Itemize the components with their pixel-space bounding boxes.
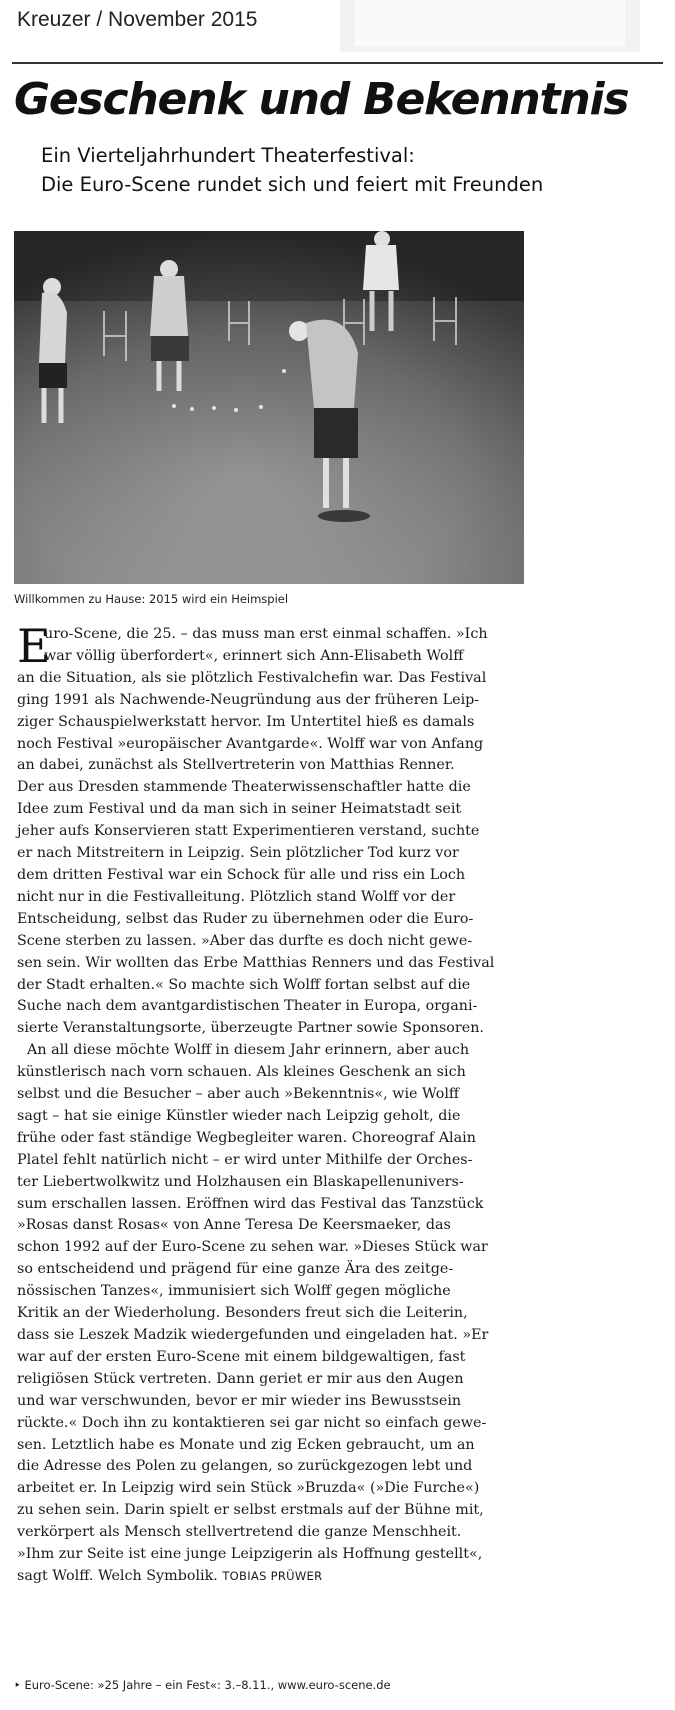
body-line: ter Liebertwolkwitz und Holzhausen ein Blaskapellenunivers- xyxy=(17,1173,464,1190)
body-line: war auf der ersten Euro-Scene mit einem bildgewaltigen, fast xyxy=(17,1348,466,1365)
stage-photo xyxy=(14,231,524,584)
body-line: »Rosas danst Rosas« von Anne Teresa De Keersmaeker, das xyxy=(17,1217,451,1234)
body-line: Idee zum Festival und da man sich in seiner Heimatstadt seit xyxy=(17,801,462,818)
body-line: religiösen Stück vertreten. Dann geriet er mir aus den Augen xyxy=(17,1370,464,1387)
body-line: jeher aufs Konservieren statt Experimentieren verstand, suchte xyxy=(17,823,480,840)
body-line: sen. Letztlich habe es Monate und zig Ecken gebraucht, um an xyxy=(17,1436,475,1453)
subhead-line-2: Die Euro-Scene rundet sich und feiert mit Freunden xyxy=(41,173,544,196)
body-line: noch Festival »europäischer Avantgarde«. Wolff war von Anfang xyxy=(17,735,484,752)
body-line: so entscheidend und prägend für eine ganze Ära des zeitge- xyxy=(17,1261,454,1278)
body-line: An all diese möchte Wolff in diesem Jahr erinnern, aber auch xyxy=(27,1042,470,1059)
body-line: an dabei, zunächst als Stellvertreterin von Matthias Renner. xyxy=(17,757,455,774)
body-line: rückte.« Doch ihn zu kontaktieren sei gar nicht so einfach gewe- xyxy=(17,1414,487,1431)
body-line: Der aus Dresden stammende Theaterwissenschaftler hatte die xyxy=(17,779,471,796)
body-line: sierte Veranstaltungsorte, überzeugte Partner sowie Sponsoren. xyxy=(17,1020,484,1037)
body-line: sen sein. Wir wollten das Erbe Matthias Renners und das Festival xyxy=(17,954,495,971)
body-line: »Ihm zur Seite ist eine junge Leipzigerin als Hoffnung gestellt«, xyxy=(17,1546,483,1563)
body-line: Entscheidung, selbst das Ruder zu übernehmen oder die Euro- xyxy=(17,910,474,927)
body-line: uro-Scene, die 25. – das muss man erst einmal schaffen. »Ich xyxy=(44,626,488,642)
body-line: dass sie Leszek Madzik wiedergefunden und eingeladen hat. »Er xyxy=(17,1327,489,1343)
body-line: nicht nur in die Festivalleitung. Plötzlich stand Wolff vor der xyxy=(17,888,456,905)
article-body xyxy=(17,619,525,1588)
scan-header-shade-inner xyxy=(355,0,625,46)
footnote-text: Euro-Scene: »25 Jahre – ein Fest«: 3.–8.11., www.euro-scene.de xyxy=(24,1678,391,1692)
body-line: Scene sterben zu lassen. »Aber das durfte es doch nicht gewe- xyxy=(17,932,473,949)
body-line: an die Situation, als sie plötzlich Festivalchefin war. Das Festival xyxy=(17,669,487,686)
body-line: zu sehen sein. Darin spielt er selbst erstmals auf der Bühne mit, xyxy=(17,1502,484,1519)
body-line: selbst und die Besucher – aber auch »Bekenntnis«, wie Wolff xyxy=(17,1086,460,1103)
body-line: Kritik an der Wiederholung. Besonders freut sich die Leiterin, xyxy=(17,1305,468,1322)
body-line-last xyxy=(17,1566,525,1588)
subhead-line-1: Ein Vierteljahrhundert Theaterfestival: xyxy=(41,144,415,167)
body-line: nössischen Tanzes«, immunisiert sich Wolff gegen mögliche xyxy=(17,1283,451,1300)
body-line: Platel fehlt natürlich nicht – er wird unter Mithilfe der Orches- xyxy=(17,1151,473,1168)
headline: Geschenk und Bekenntnis xyxy=(14,74,629,125)
body-line: war völlig überfordert«, erinnert sich Ann-Elisabeth Wolff xyxy=(44,647,464,664)
publication-source: Kreuzer / November 2015 xyxy=(17,8,258,31)
body-line: ging 1991 als Nachwende-Neugründung aus der früheren Leip- xyxy=(17,691,480,708)
body-line: verkörpert als Mensch stellvertretend die ganze Menschheit. xyxy=(17,1524,462,1541)
body-line: die Adresse des Polen zu gelangen, so zurückgezogen lebt und xyxy=(17,1458,473,1475)
body-line: schon 1992 auf der Euro-Scene zu sehen war. »Dieses Stück war xyxy=(17,1239,488,1256)
body-line: sum erschallen lassen. Eröffnen wird das Festival das Tanzstück xyxy=(17,1195,484,1212)
event-footnote xyxy=(14,1678,391,1692)
photo-caption: Willkommen zu Hause: 2015 wird ein Heimspiel xyxy=(14,592,289,606)
author-byline: TOBIAS PRÜWER xyxy=(222,1568,323,1583)
body-line: Suche nach dem avantgardistischen Theater in Europa, organi- xyxy=(17,998,478,1015)
top-rule xyxy=(12,62,663,64)
stage-light xyxy=(14,231,524,584)
body-line: und war verschwunden, bevor er mir wieder ins Bewusstsein xyxy=(17,1392,462,1409)
body-line: sagt Wolff. Welch Symbolik. xyxy=(17,1567,218,1584)
body-line: arbeitet er. In Leipzig wird sein Stück »Bruzda« (»Die Furche«) xyxy=(17,1480,480,1497)
drop-cap: E xyxy=(17,619,51,673)
body-line: dem dritten Festival war ein Schock für alle und riss ein Loch xyxy=(17,866,466,883)
body-line: der Stadt erhalten.« So machte sich Wolff fortan selbst auf die xyxy=(17,976,471,993)
triangle-bullet-icon: ‣ xyxy=(14,1678,25,1692)
body-line: ziger Schauspielwerkstatt hervor. Im Untertitel hieß es damals xyxy=(17,713,475,730)
body-line: er nach Mitstreitern in Leipzig. Sein plötzlicher Tod kurz vor xyxy=(17,845,459,862)
body-line: sagt – hat sie einige Künstler wieder nach Leipzig geholt, die xyxy=(17,1107,461,1124)
body-line: künstlerisch nach vorn schauen. Als kleines Geschenk an sich xyxy=(17,1064,466,1081)
body-line: frühe oder fast ständige Wegbegleiter waren. Choreograf Alain xyxy=(17,1129,476,1146)
